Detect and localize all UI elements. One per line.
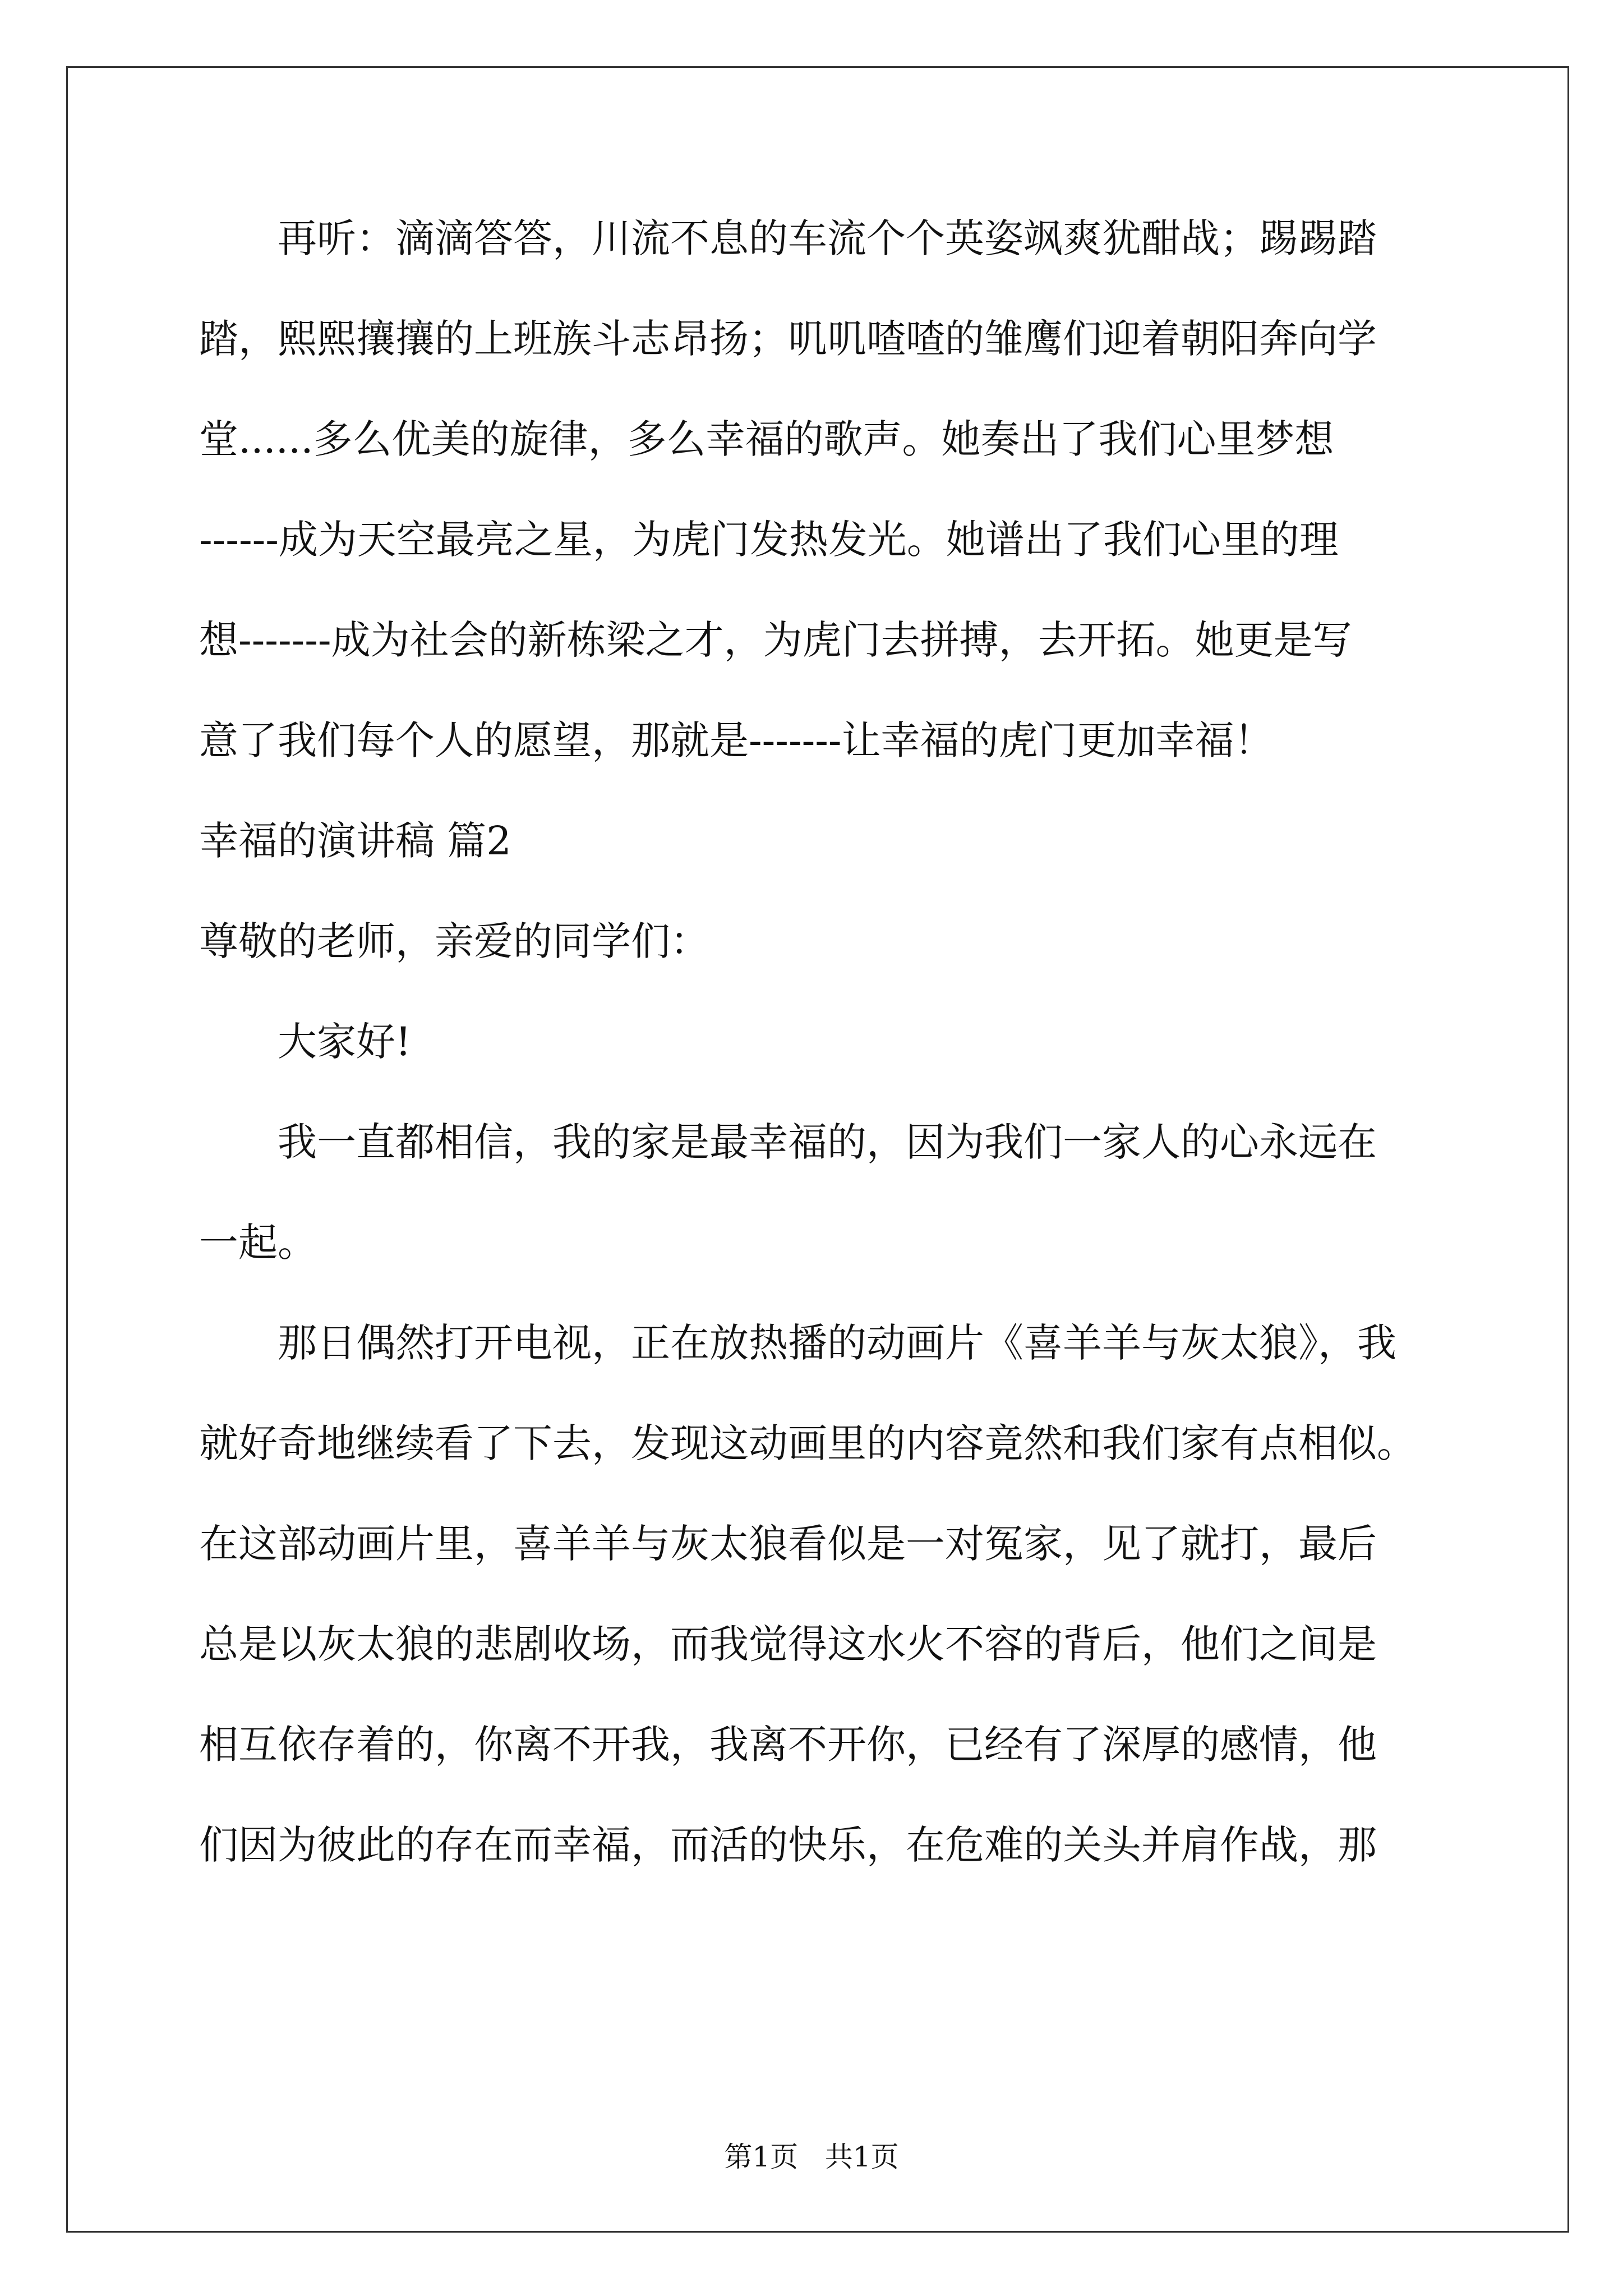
greeting: 大家好!: [278, 1019, 412, 1065]
text-line: 在这部动画片里，喜羊羊与灰太狼看似是一对冤家，见了就打，最后: [199, 1521, 1377, 1567]
section-heading: 幸福的演讲稿 篇2: [199, 818, 511, 864]
text-line: 想-------成为社会的新栋梁之才，为虎门去拼搏，去开拓。她更是写: [199, 617, 1352, 663]
text-line: ------成为天空最亮之星，为虎门发热发光。她谱出了我们心里的理: [199, 517, 1339, 563]
text-line: 意了我们每个人的愿望，那就是-------让幸福的虎门更加幸福！: [199, 717, 1274, 763]
text-line: 们因为彼此的存在而幸福，而活的快乐，在危难的关头并肩作战，那: [199, 1822, 1377, 1868]
text-line: 再听：滴滴答答，川流不息的车流个个英姿飒爽犹酣战；踢踢踏: [278, 215, 1377, 261]
text-line: 相互依存着的，你离不开我，我离不开你，已经有了深厚的感情，他: [199, 1722, 1377, 1768]
text-line: 我一直都相信，我的家是最幸福的，因为我们一家人的心永远在: [278, 1119, 1377, 1165]
text-line: 堂......多么优美的旋律，多么幸福的歌声。她奏出了我们心里梦想: [199, 416, 1334, 462]
text-line: 总是以灰太狼的悲剧收场，而我觉得这水火不容的背后，他们之间是: [199, 1621, 1377, 1667]
text-line: 一起。: [199, 1220, 317, 1266]
text-line: 那日偶然打开电视，正在放热播的动画片《喜羊羊与灰太狼》，我: [278, 1320, 1396, 1366]
page-footer: 第1页 共1页: [724, 2141, 899, 2173]
text-line: 就好奇地继续看了下去，发现这动画里的内容竟然和我们家有点相似。: [199, 1420, 1416, 1466]
document-body: [199, 210, 1438, 1917]
text-line: 踏，熙熙攘攘的上班族斗志昂扬；叽叽喳喳的雏鹰们迎着朝阳奔向学: [199, 316, 1377, 362]
salutation: 尊敬的老师，亲爱的同学们：: [199, 918, 709, 964]
